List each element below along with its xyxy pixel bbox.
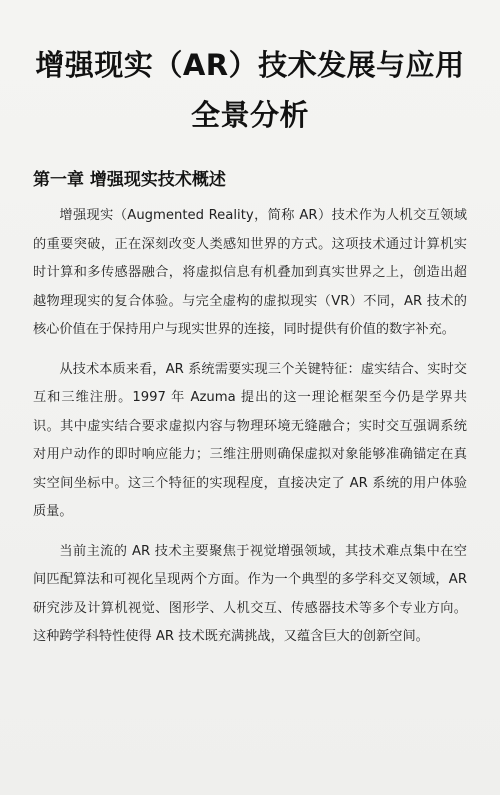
paragraph-2: 从技术本质来看，AR 系统需要实现三个关键特征：虚实结合、实时交互和三维注册。1997 年 Azuma 提出的这一理论框架至今仍是学界共识。其中虚实结合要求虚拟内容与物理环境无缝融合；实时交互强调系统对用户动作的即时响应能力；三维注册则确保虚拟对象能够准确锚定在真实空间坐标中。这三个特征的实现程度，直接决定了 AR 系统的用户体验质量。 <box>33 361 467 519</box>
document-title: 增强现实（AR）技术发展与应用全景分析 <box>35 48 465 132</box>
paragraph-3: 当前主流的 AR 技术主要聚焦于视觉增强领域，其技术难点集中在空间匹配算法和可视化呈现两个方面。作为一个典型的多学科交叉领域，AR 研究涉及计算机视觉、图形学、人机交互、传感器技术等多个专业方向。这种跨学科特性使得 AR 技术既充满挑战，又蕴含巨大的创新空间。 <box>33 543 467 644</box>
paragraph-1: 增强现实（Augmented Reality，简称 AR）技术作为人机交互领域的重要突破，正在深刻改变人类感知世界的方式。这项技术通过计算机实时计算和多传感器融合，将虚拟信息有机叠加到真实世界之上，创造出超越物理现实的复合体验。与完全虚构的虚拟现实（VR）不同，AR 技术的核心价值在于保持用户与现实世界的连接，同时提供有价值的数字补充。 <box>33 208 467 337</box>
chapter-heading: 第一章 增强现实技术概述 <box>33 170 226 190</box>
